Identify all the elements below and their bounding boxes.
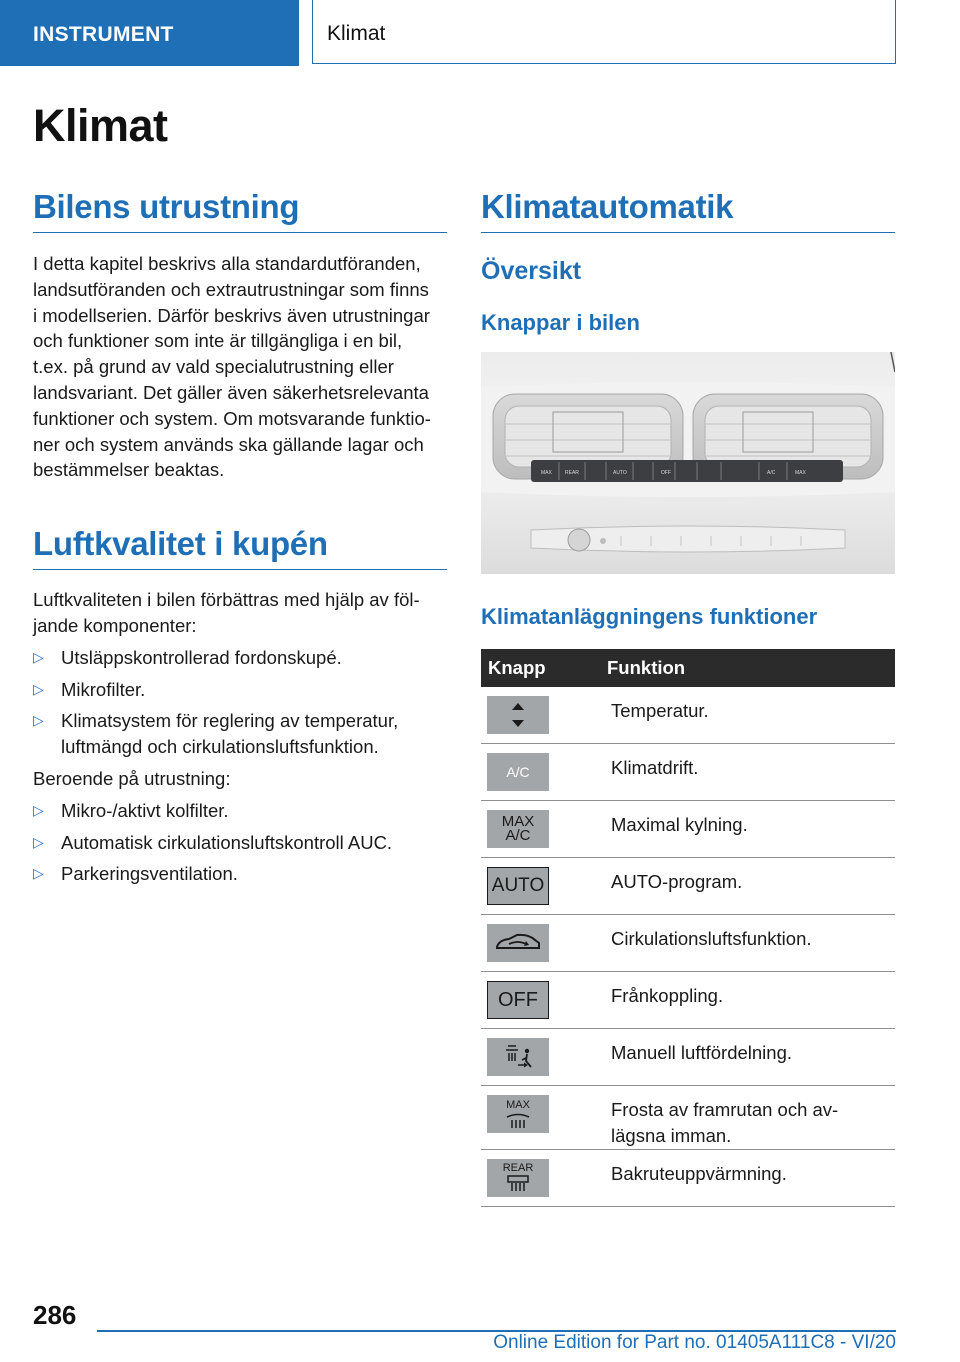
heading-klimatautomatik: Klimatautomatik (481, 188, 895, 233)
text-line: funktioner och system. Om motsvarande funktio- (33, 407, 431, 429)
table-cell-icon (481, 1086, 607, 1150)
table-cell-icon (481, 687, 607, 744)
page-number: 286 (33, 1300, 77, 1330)
table-cell-icon (481, 972, 607, 1029)
table-cell-icon (481, 744, 607, 801)
heading-knappar-i-bilen: Knappar i bilen (481, 310, 640, 335)
table-cell-text: AUTO-program. (607, 858, 895, 915)
text-line: landsvariant. Det gäller även säkerhetsrelevanta (33, 381, 429, 403)
list-item (33, 798, 447, 824)
air-quality-intro (33, 587, 447, 639)
icon-label: REAR (502, 1162, 534, 1175)
list-item-text: Klimatsystem för reglering av temperatur, (61, 710, 399, 732)
table-cell-text: Bakruteuppvärmning. (607, 1149, 895, 1206)
table-cell-icon (481, 858, 607, 915)
table-cell-text (607, 1086, 895, 1150)
ac-icon (487, 753, 549, 791)
text-line: och funktioner som inte är tillgängliga i en bil, (33, 330, 403, 352)
table-cell-icon (481, 801, 607, 858)
svg-text:A/C: A/C (767, 470, 776, 476)
chapter-label: Klimat (327, 21, 386, 45)
column-header-funktion: Funktion (607, 649, 895, 687)
list-item (33, 861, 447, 887)
icon-label: MAX (506, 1098, 530, 1111)
table-row (481, 801, 895, 858)
section-tab (0, 0, 299, 66)
max-ac-icon (487, 810, 549, 848)
column-header-knapp: Knapp (481, 649, 607, 687)
equipment-paragraph (33, 251, 447, 483)
temperature-arrows-icon (487, 696, 549, 734)
text-line: jande komponenter: (33, 614, 197, 636)
recirculation-icon (487, 924, 549, 962)
icon-label: OFF (498, 988, 538, 1011)
triangle-bullet-icon: ▷ (33, 833, 44, 850)
climate-panel-illustration (481, 352, 895, 574)
rear-defrost-icon (487, 1159, 549, 1197)
table-row (481, 1029, 895, 1086)
table-header-row (481, 649, 895, 687)
list-item (33, 708, 447, 760)
icon-label: AUTO (491, 875, 545, 896)
functions-table (481, 649, 895, 1207)
list-item-text: Mikrofilter. (61, 678, 146, 700)
icon-label: A/C (506, 764, 530, 780)
text-line: lägsna imman. (611, 1124, 732, 1146)
off-icon (487, 981, 549, 1019)
table-row (481, 1149, 895, 1206)
table-cell-icon (481, 1029, 607, 1086)
svg-text:AUTO: AUTO (613, 470, 627, 476)
list-item-text: Parkeringsventilation. (61, 863, 238, 885)
triangle-bullet-icon: ▷ (33, 712, 44, 729)
triangle-bullet-icon: ▷ (33, 648, 44, 665)
edition-note: Online Edition for Part no. 01405A111C8 - VI/20 (493, 1332, 896, 1353)
chapter-header (312, 0, 896, 64)
left-column (33, 188, 447, 893)
list-item-text: Utsläppskontrollerad fordonskupé. (61, 646, 342, 668)
auto-icon (487, 867, 549, 905)
list-item (33, 830, 447, 856)
table-cell-text: Maximal kylning. (607, 801, 895, 858)
heading-bilens-utrustning: Bilens utrustning (33, 188, 447, 233)
table-row (481, 687, 895, 744)
svg-text:MAX: MAX (795, 470, 806, 476)
max-defrost-icon (487, 1095, 549, 1133)
svg-text:MAX: MAX (541, 470, 552, 476)
table-row (481, 915, 895, 972)
list-item-text: Automatisk cirkulationsluftskontroll AUC. (61, 831, 393, 853)
page-title: Klimat (33, 100, 168, 151)
heading-klimatanlaggningens-funktioner: Klimatanläggningens funktioner (481, 604, 818, 629)
table-row (481, 972, 895, 1029)
text-line: Luftkvaliteten i bilen förbättras med hjälp av föl- (33, 589, 420, 611)
climate-panel-photo (481, 352, 895, 574)
list-item (33, 677, 447, 703)
optional-components-list (33, 798, 447, 887)
list-item (33, 645, 447, 671)
equipment-dependent-note: Beroende på utrustning: (33, 767, 231, 789)
triangle-bullet-icon: ▷ (33, 680, 44, 697)
text-line: I detta kapitel beskrivs alla standardutföranden, (33, 253, 421, 274)
text-line: t.ex. på grund av vald specialutrustning eller (33, 356, 394, 378)
triangle-bullet-icon: ▷ (33, 801, 44, 818)
table-cell-text: Klimatdrift. (607, 744, 895, 801)
svg-text:REAR: REAR (565, 470, 579, 476)
text-line: Frosta av framrutan och av- (611, 1099, 839, 1120)
air-distribution-icon (487, 1038, 549, 1076)
table-cell-text: Temperatur. (607, 687, 895, 744)
svg-text:OFF: OFF (661, 470, 671, 476)
heading-oversikt: Översikt (481, 257, 582, 285)
table-row (481, 858, 895, 915)
triangle-bullet-icon: ▷ (33, 865, 44, 882)
text-line: ner och system används ska gällande lagar och (33, 433, 424, 455)
components-list (33, 645, 447, 760)
table-cell-icon (481, 915, 607, 972)
table-row (481, 744, 895, 801)
table-cell-icon (481, 1149, 607, 1206)
list-item-text: luftmängd och cirkulationsluftsfunktion. (61, 736, 379, 758)
text-line: bestämmelser beaktas. (33, 459, 225, 481)
text-line: landsutföranden och extrautrustningar som finns (33, 278, 429, 300)
heading-luftkvalitet: Luftkvalitet i kupén (33, 525, 447, 570)
right-column (481, 188, 895, 1207)
section-label: INSTRUMENT (33, 23, 174, 46)
list-item-text: Mikro-/aktivt kolfilter. (61, 799, 229, 821)
table-cell-text: Frånkoppling. (607, 972, 895, 1029)
table-cell-text: Manuell luftfördelning. (607, 1029, 895, 1086)
text-line: i modellserien. Därför beskrivs även utrustningar (33, 304, 430, 326)
icon-label: MAX A/C (501, 813, 535, 844)
table-row (481, 1086, 895, 1150)
table-cell-text: Cirkulationsluftsfunktion. (607, 915, 895, 972)
